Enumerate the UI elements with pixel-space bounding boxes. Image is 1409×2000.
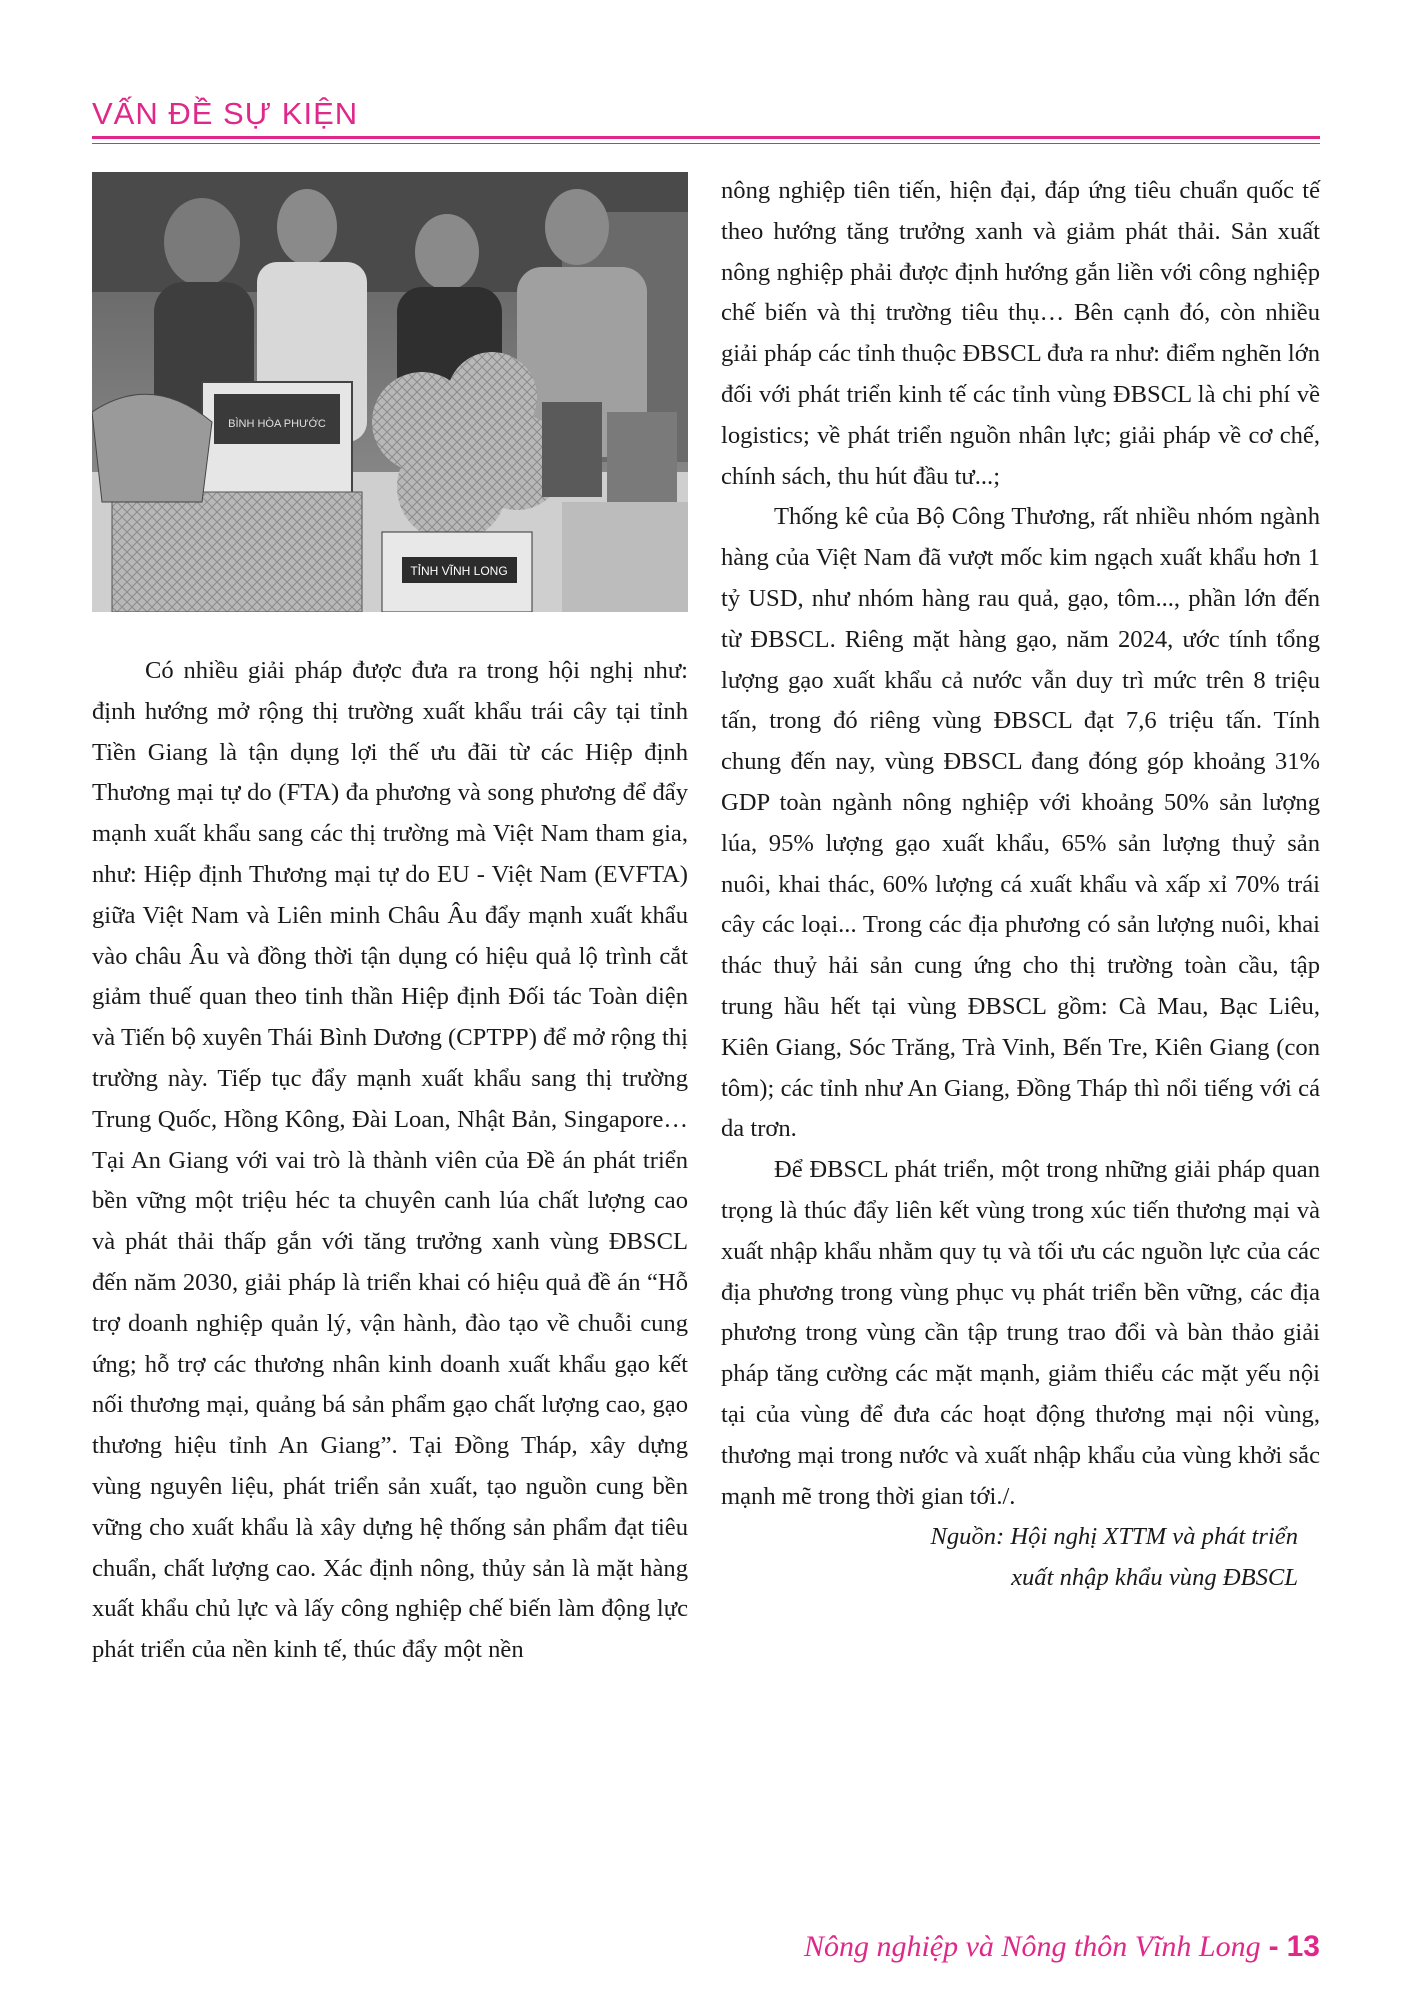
article-column-left — [92, 651, 688, 1671]
page-footer — [804, 1930, 1320, 1964]
header-rule-thin — [92, 143, 1320, 144]
section-title: VẤN ĐỀ SỰ KIỆN — [92, 96, 359, 131]
article-paragraph: Có nhiều giải pháp được đưa ra trong hội nghị như: định hướng mở rộng thị trường xuất khẩu trái cây tại tỉnh Tiền Giang là tận dụng lợi thế ưu đãi từ các Hiệp định Thương mại tự do (FTA) đa phương và song phương để đẩy mạnh xuất khẩu sang các thị trường mà Việt Nam tham gia, như: Hiệp định Thương mại tự do EU - Việt Nam (EVFTA) giữa Việt Nam và Liên minh Châu Âu đẩy mạnh xuất khẩu vào châu Âu và đồng thời tận dụng có hiệu quả lộ trình cắt giảm thuế quan theo tinh thần Hiệp định Đối tác Toàn diện và Tiến bộ xuyên Thái Bình Dương (CPTPP) để mở rộng thị trường này. Tiếp tục đẩy mạnh xuất khẩu sang thị trường Trung Quốc, Hồng Kông, Đài Loan, Nhật Bản, Singapore…Tại An Giang với vai trò là thành viên của Đề án phát triển bền vững một triệu héc ta chuyên canh lúa chất lượng cao và phát thải thấp gắn với tăng trưởng xanh vùng ĐBSCL đến năm 2030, giải pháp là triển khai có hiệu quả đề án “Hỗ trợ doanh nghiệp quản lý, vận hành, đào tạo về chuỗi cung ứng; hỗ trợ các thương nhân kinh doanh xuất khẩu gạo kết nối thương mại, quảng bá sản phẩm gạo chất lượng cao, gạo thương hiệu tỉnh An Giang”. Tại Đồng Tháp, xây dựng vùng nguyên liệu, phát triển sản xuất, tạo nguồn cung bền vững cho xuất khẩu là xây dựng hệ thống sản phẩm đạt tiêu chuẩn, chất lượng cao. Xác định nông, thủy sản là mặt hàng xuất khẩu chủ lực và lấy công nghiệp chế biến làm động lực phát triển của nền kinh tế, thúc đẩy một nền — [92, 657, 688, 1664]
article-paragraph: nông nghiệp tiên tiến, hiện đại, đáp ứng tiêu chuẩn quốc tế theo hướng tăng trưởng xanh và giảm phát thải. Sản xuất nông nghiệp phải được định hướng gắn liền với công nghiệp chế biến và thị trường tiêu thụ… Bên cạnh đó, còn nhiều giải pháp các tỉnh thuộc ĐBSCL đưa ra như: điểm nghẽn lớn đối với phát triển kinh tế các tỉnh vùng ĐBSCL là chi phí về logistics; về phát triển nguồn nhân lực; giải pháp về cơ chế, chính sách, thu hút đầu tư...; — [721, 177, 1320, 490]
article-source — [721, 1517, 1320, 1599]
article-column-right — [721, 171, 1320, 1599]
magazine-name: Nông nghiệp và Nông thôn Vĩnh Long — [803, 1930, 1261, 1963]
article-paragraph: Để ĐBSCL phát triển, một trong những giải pháp quan trọng là thúc đẩy liên kết vùng trong xúc tiến thương mại và xuất nhập khẩu nhằm quy tụ và tối ưu các nguồn lực của các địa phương trong vùng phục vụ phát triển bền vững, các địa phương trong vùng cần tập trung trao đổi và bàn thảo giải pháp tăng cường các mặt mạnh, giảm thiểu các mặt yếu nội tại của vùng để đưa các hoạt động thương mại nội vùng, thương mại trong nước và xuất nhập khẩu của vùng khởi sắc mạnh mẽ trong thời gian tới./. — [721, 1156, 1320, 1510]
booth-sign: TỈNH VĨNH LONG — [410, 564, 508, 578]
header-rule — [92, 136, 1320, 139]
article-photo — [92, 172, 688, 612]
source-line-2: xuất nhập khẩu vùng ĐBSCL — [1011, 1564, 1298, 1592]
article-paragraph: Thống kê của Bộ Công Thương, rất nhiều nhóm ngành hàng của Việt Nam đã vượt mốc kim ngạch xuất khẩu hơn 1 tỷ USD, như nhóm hàng rau quả, gạo, tôm..., phần lớn đến từ ĐBSCL. Riêng mặt hàng gạo, năm 2024, ước tính tổng lượng gạo xuất khẩu cả nước vẫn duy trì mức trên 8 triệu tấn, trong đó riêng vùng ĐBSCL đạt 7,6 triệu tấn. Tính chung đến nay, vùng ĐBSCL đang đóng góp khoảng 31% GDP toàn ngành nông nghiệp với khoảng 50% sản lượng lúa, 95% lượng gạo xuất khẩu, 65% sản lượng thuỷ sản nuôi, khai thác, 60% lượng cá xuất khẩu và xấp xỉ 70% trái cây các loại... Trong các địa phương có sản lượng nuôi, khai thác thuỷ hải sản cung ứng cho thị trường toàn cầu, tập trung hầu hết tại vùng ĐBSCL gồm: Cà Mau, Bạc Liêu, Kiên Giang, Sóc Trăng, Trà Vinh, Bến Tre, Kiên Giang (con tôm); các tỉnh như An Giang, Đồng Tháp thì nổi tiếng với cá da trơn. — [721, 503, 1320, 1143]
page-number: 13 — [1286, 1930, 1320, 1963]
source-line-1: Nguồn: Hội nghị XTTM và phát triển — [930, 1523, 1298, 1551]
box-label: BÌNH HÒA PHƯỚC — [228, 418, 326, 430]
footer-separator: - — [1268, 1930, 1279, 1963]
